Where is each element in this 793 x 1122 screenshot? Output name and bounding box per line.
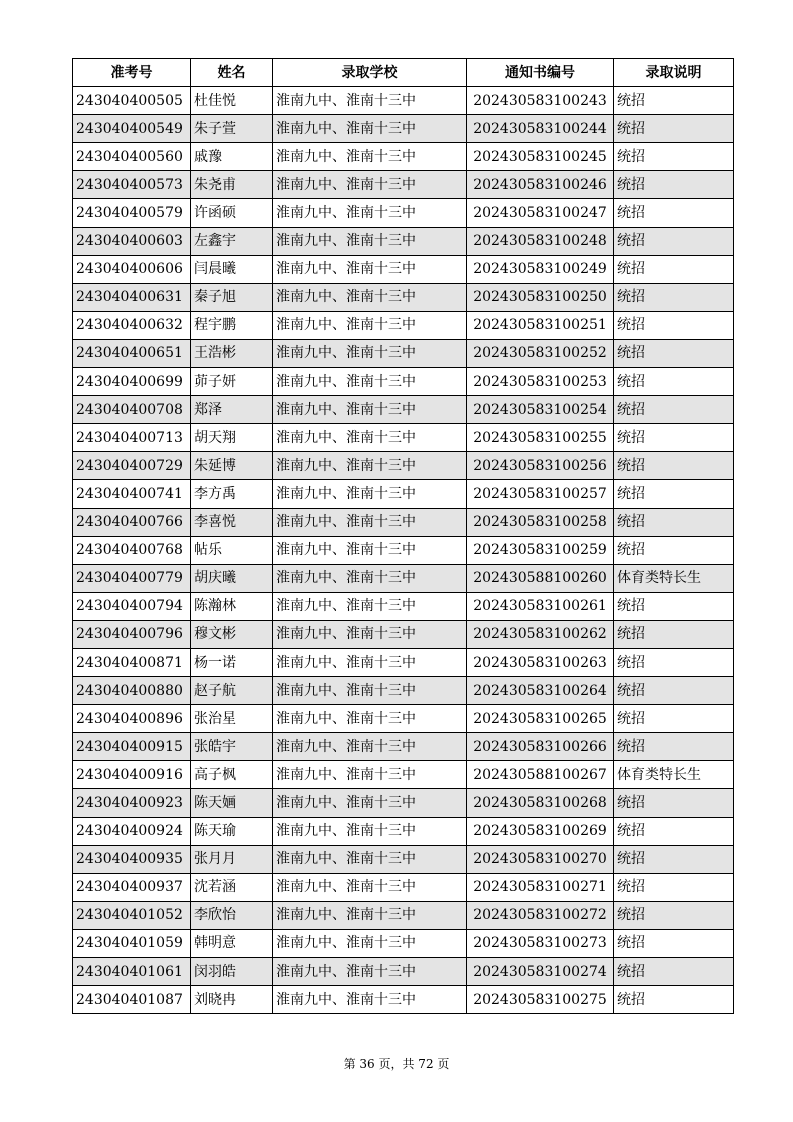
table-row	[73, 255, 734, 283]
cell-school: 淮南九中、淮南十三中	[273, 311, 467, 339]
cell-notice-number: 202430583100253	[467, 368, 614, 396]
table-row	[73, 677, 734, 705]
cell-name: 杨一诺	[191, 648, 273, 676]
cell-notice-number: 202430583100273	[467, 929, 614, 957]
table-row	[73, 396, 734, 424]
table-row	[73, 564, 734, 592]
cell-school: 淮南九中、淮南十三中	[273, 873, 467, 901]
cell-name: 赵子航	[191, 677, 273, 705]
table-row	[73, 171, 734, 199]
cell-name: 郑泽	[191, 396, 273, 424]
cell-school: 淮南九中、淮南十三中	[273, 283, 467, 311]
cell-notice-number: 202430583100251	[467, 311, 614, 339]
table-row	[73, 87, 734, 115]
cell-admission-note: 统招	[614, 171, 734, 199]
cell-admission-note: 统招	[614, 648, 734, 676]
cell-school: 淮南九中、淮南十三中	[273, 452, 467, 480]
cell-exam-id: 243040400651	[73, 339, 191, 367]
cell-school: 淮南九中、淮南十三中	[273, 648, 467, 676]
header-exam-id: 准考号	[73, 59, 191, 87]
cell-admission-note: 统招	[614, 705, 734, 733]
cell-name: 张治星	[191, 705, 273, 733]
cell-admission-note: 统招	[614, 677, 734, 705]
cell-notice-number: 202430583100249	[467, 255, 614, 283]
cell-notice-number: 202430583100243	[467, 87, 614, 115]
cell-admission-note: 统招	[614, 368, 734, 396]
cell-school: 淮南九中、淮南十三中	[273, 620, 467, 648]
cell-admission-note: 统招	[614, 508, 734, 536]
table-row	[73, 817, 734, 845]
cell-name: 胡天翔	[191, 424, 273, 452]
cell-notice-number: 202430583100257	[467, 480, 614, 508]
cell-name: 朱延博	[191, 452, 273, 480]
table-row	[73, 424, 734, 452]
table-row	[73, 929, 734, 957]
cell-name: 高子枫	[191, 761, 273, 789]
table-header	[73, 59, 734, 87]
header-notice-number: 通知书编号	[467, 59, 614, 87]
cell-admission-note: 统招	[614, 424, 734, 452]
cell-exam-id: 243040400549	[73, 115, 191, 143]
table-row	[73, 845, 734, 873]
cell-exam-id: 243040400935	[73, 845, 191, 873]
cell-exam-id: 243040400937	[73, 873, 191, 901]
cell-name: 朱尧甫	[191, 171, 273, 199]
cell-notice-number: 202430583100259	[467, 536, 614, 564]
cell-admission-note: 统招	[614, 536, 734, 564]
cell-name: 刘晓冉	[191, 986, 273, 1014]
cell-admission-note: 体育类特长生	[614, 564, 734, 592]
cell-exam-id: 243040400632	[73, 311, 191, 339]
cell-exam-id: 243040400924	[73, 817, 191, 845]
cell-exam-id: 243040400794	[73, 592, 191, 620]
cell-school: 淮南九中、淮南十三中	[273, 958, 467, 986]
cell-notice-number: 202430583100262	[467, 620, 614, 648]
cell-name: 李喜悦	[191, 508, 273, 536]
cell-name: 陈瀚林	[191, 592, 273, 620]
table-row	[73, 733, 734, 761]
cell-exam-id: 243040400560	[73, 143, 191, 171]
cell-admission-note: 统招	[614, 620, 734, 648]
cell-admission-note: 统招	[614, 143, 734, 171]
table-row	[73, 648, 734, 676]
table-row	[73, 705, 734, 733]
cell-school: 淮南九中、淮南十三中	[273, 845, 467, 873]
table-row	[73, 283, 734, 311]
cell-name: 陈天婳	[191, 789, 273, 817]
cell-school: 淮南九中、淮南十三中	[273, 761, 467, 789]
cell-exam-id: 243040400579	[73, 199, 191, 227]
cell-notice-number: 202430583100268	[467, 789, 614, 817]
cell-name: 张皓宇	[191, 733, 273, 761]
cell-school: 淮南九中、淮南十三中	[273, 480, 467, 508]
cell-admission-note: 体育类特长生	[614, 761, 734, 789]
table-row	[73, 199, 734, 227]
cell-exam-id: 243040400603	[73, 227, 191, 255]
table-row	[73, 901, 734, 929]
cell-admission-note: 统招	[614, 87, 734, 115]
cell-notice-number: 202430583100275	[467, 986, 614, 1014]
cell-notice-number: 202430583100258	[467, 508, 614, 536]
table-row	[73, 368, 734, 396]
cell-notice-number: 202430583100264	[467, 677, 614, 705]
cell-exam-id: 243040400768	[73, 536, 191, 564]
table-row	[73, 115, 734, 143]
cell-name: 沈若涵	[191, 873, 273, 901]
table-row	[73, 873, 734, 901]
cell-admission-note: 统招	[614, 339, 734, 367]
cell-name: 李方禹	[191, 480, 273, 508]
cell-name: 戚豫	[191, 143, 273, 171]
cell-exam-id: 243040400871	[73, 648, 191, 676]
cell-school: 淮南九中、淮南十三中	[273, 789, 467, 817]
cell-exam-id: 243040400573	[73, 171, 191, 199]
table-row	[73, 789, 734, 817]
cell-admission-note: 统招	[614, 873, 734, 901]
table-row	[73, 620, 734, 648]
cell-school: 淮南九中、淮南十三中	[273, 396, 467, 424]
cell-school: 淮南九中、淮南十三中	[273, 227, 467, 255]
cell-admission-note: 统招	[614, 311, 734, 339]
cell-admission-note: 统招	[614, 199, 734, 227]
cell-name: 帖乐	[191, 536, 273, 564]
cell-admission-note: 统招	[614, 817, 734, 845]
cell-notice-number: 202430583100265	[467, 705, 614, 733]
cell-school: 淮南九中、淮南十三中	[273, 424, 467, 452]
cell-school: 淮南九中、淮南十三中	[273, 368, 467, 396]
cell-name: 杜佳悦	[191, 87, 273, 115]
cell-exam-id: 243040400505	[73, 87, 191, 115]
cell-name: 秦子旭	[191, 283, 273, 311]
cell-school: 淮南九中、淮南十三中	[273, 564, 467, 592]
cell-notice-number: 202430583100250	[467, 283, 614, 311]
cell-admission-note: 统招	[614, 733, 734, 761]
cell-exam-id: 243040400729	[73, 452, 191, 480]
cell-name: 许函硕	[191, 199, 273, 227]
cell-notice-number: 202430583100261	[467, 592, 614, 620]
cell-name: 左鑫宇	[191, 227, 273, 255]
cell-school: 淮南九中、淮南十三中	[273, 901, 467, 929]
cell-notice-number: 202430583100274	[467, 958, 614, 986]
cell-admission-note: 统招	[614, 115, 734, 143]
cell-exam-id: 243040400915	[73, 733, 191, 761]
table-row	[73, 958, 734, 986]
cell-notice-number: 202430583100244	[467, 115, 614, 143]
cell-exam-id: 243040400779	[73, 564, 191, 592]
cell-school: 淮南九中、淮南十三中	[273, 677, 467, 705]
cell-school: 淮南九中、淮南十三中	[273, 817, 467, 845]
cell-school: 淮南九中、淮南十三中	[273, 199, 467, 227]
cell-school: 淮南九中、淮南十三中	[273, 339, 467, 367]
cell-exam-id: 243040401059	[73, 929, 191, 957]
cell-exam-id: 243040400796	[73, 620, 191, 648]
cell-exam-id: 243040400741	[73, 480, 191, 508]
cell-exam-id: 243040401061	[73, 958, 191, 986]
table-row	[73, 339, 734, 367]
cell-admission-note: 统招	[614, 283, 734, 311]
cell-name: 张月月	[191, 845, 273, 873]
cell-admission-note: 统招	[614, 396, 734, 424]
cell-name: 朱子萱	[191, 115, 273, 143]
cell-notice-number: 202430583100245	[467, 143, 614, 171]
cell-school: 淮南九中、淮南十三中	[273, 592, 467, 620]
cell-admission-note: 统招	[614, 227, 734, 255]
cell-school: 淮南九中、淮南十三中	[273, 508, 467, 536]
cell-exam-id: 243040400766	[73, 508, 191, 536]
table-row	[73, 227, 734, 255]
header-admission-note: 录取说明	[614, 59, 734, 87]
cell-name: 王浩彬	[191, 339, 273, 367]
cell-admission-note: 统招	[614, 929, 734, 957]
cell-school: 淮南九中、淮南十三中	[273, 733, 467, 761]
table-row	[73, 761, 734, 789]
cell-exam-id: 243040400606	[73, 255, 191, 283]
cell-school: 淮南九中、淮南十三中	[273, 986, 467, 1014]
cell-school: 淮南九中、淮南十三中	[273, 115, 467, 143]
cell-admission-note: 统招	[614, 255, 734, 283]
header-row	[73, 59, 734, 87]
cell-name: 李欣怡	[191, 901, 273, 929]
cell-exam-id: 243040400916	[73, 761, 191, 789]
cell-name: 闫晨曦	[191, 255, 273, 283]
cell-exam-id: 243040400708	[73, 396, 191, 424]
cell-notice-number: 202430583100246	[467, 171, 614, 199]
table-row	[73, 592, 734, 620]
cell-notice-number: 202430583100255	[467, 424, 614, 452]
cell-admission-note: 统招	[614, 845, 734, 873]
page-footer: 第 36 页，共 72 页	[343, 1057, 450, 1071]
cell-notice-number: 202430583100252	[467, 339, 614, 367]
cell-notice-number: 202430583100266	[467, 733, 614, 761]
cell-admission-note: 统招	[614, 958, 734, 986]
cell-admission-note: 统招	[614, 480, 734, 508]
cell-notice-number: 202430583100248	[467, 227, 614, 255]
cell-school: 淮南九中、淮南十三中	[273, 705, 467, 733]
header-name: 姓名	[191, 59, 273, 87]
cell-exam-id: 243040400631	[73, 283, 191, 311]
table-row	[73, 143, 734, 171]
cell-exam-id: 243040401052	[73, 901, 191, 929]
cell-name: 程宇鹏	[191, 311, 273, 339]
header-school: 录取学校	[273, 59, 467, 87]
cell-admission-note: 统招	[614, 592, 734, 620]
cell-name: 陈天瑜	[191, 817, 273, 845]
cell-school: 淮南九中、淮南十三中	[273, 255, 467, 283]
table-row	[73, 536, 734, 564]
cell-notice-number: 202430583100247	[467, 199, 614, 227]
cell-school: 淮南九中、淮南十三中	[273, 929, 467, 957]
cell-notice-number: 202430588100267	[467, 761, 614, 789]
cell-exam-id: 243040400923	[73, 789, 191, 817]
table-row	[73, 452, 734, 480]
cell-name: 韩明意	[191, 929, 273, 957]
cell-exam-id: 243040400896	[73, 705, 191, 733]
cell-admission-note: 统招	[614, 986, 734, 1014]
table-row	[73, 480, 734, 508]
cell-school: 淮南九中、淮南十三中	[273, 143, 467, 171]
cell-notice-number: 202430583100271	[467, 873, 614, 901]
cell-notice-number: 202430583100269	[467, 817, 614, 845]
cell-exam-id: 243040400699	[73, 368, 191, 396]
cell-name: 胡庆曦	[191, 564, 273, 592]
table-row	[73, 311, 734, 339]
cell-admission-note: 统招	[614, 789, 734, 817]
table-row	[73, 986, 734, 1014]
table-row	[73, 508, 734, 536]
admission-table	[72, 58, 734, 1014]
cell-notice-number: 202430588100260	[467, 564, 614, 592]
cell-school: 淮南九中、淮南十三中	[273, 536, 467, 564]
cell-name: 茆子妍	[191, 368, 273, 396]
cell-admission-note: 统招	[614, 901, 734, 929]
cell-name: 闵羽皓	[191, 958, 273, 986]
table-body	[73, 87, 734, 1014]
cell-exam-id: 243040400880	[73, 677, 191, 705]
cell-admission-note: 统招	[614, 452, 734, 480]
cell-notice-number: 202430583100254	[467, 396, 614, 424]
cell-notice-number: 202430583100263	[467, 648, 614, 676]
cell-school: 淮南九中、淮南十三中	[273, 171, 467, 199]
cell-school: 淮南九中、淮南十三中	[273, 87, 467, 115]
cell-name: 穆文彬	[191, 620, 273, 648]
cell-notice-number: 202430583100256	[467, 452, 614, 480]
cell-notice-number: 202430583100270	[467, 845, 614, 873]
cell-exam-id: 243040401087	[73, 986, 191, 1014]
cell-notice-number: 202430583100272	[467, 901, 614, 929]
cell-exam-id: 243040400713	[73, 424, 191, 452]
